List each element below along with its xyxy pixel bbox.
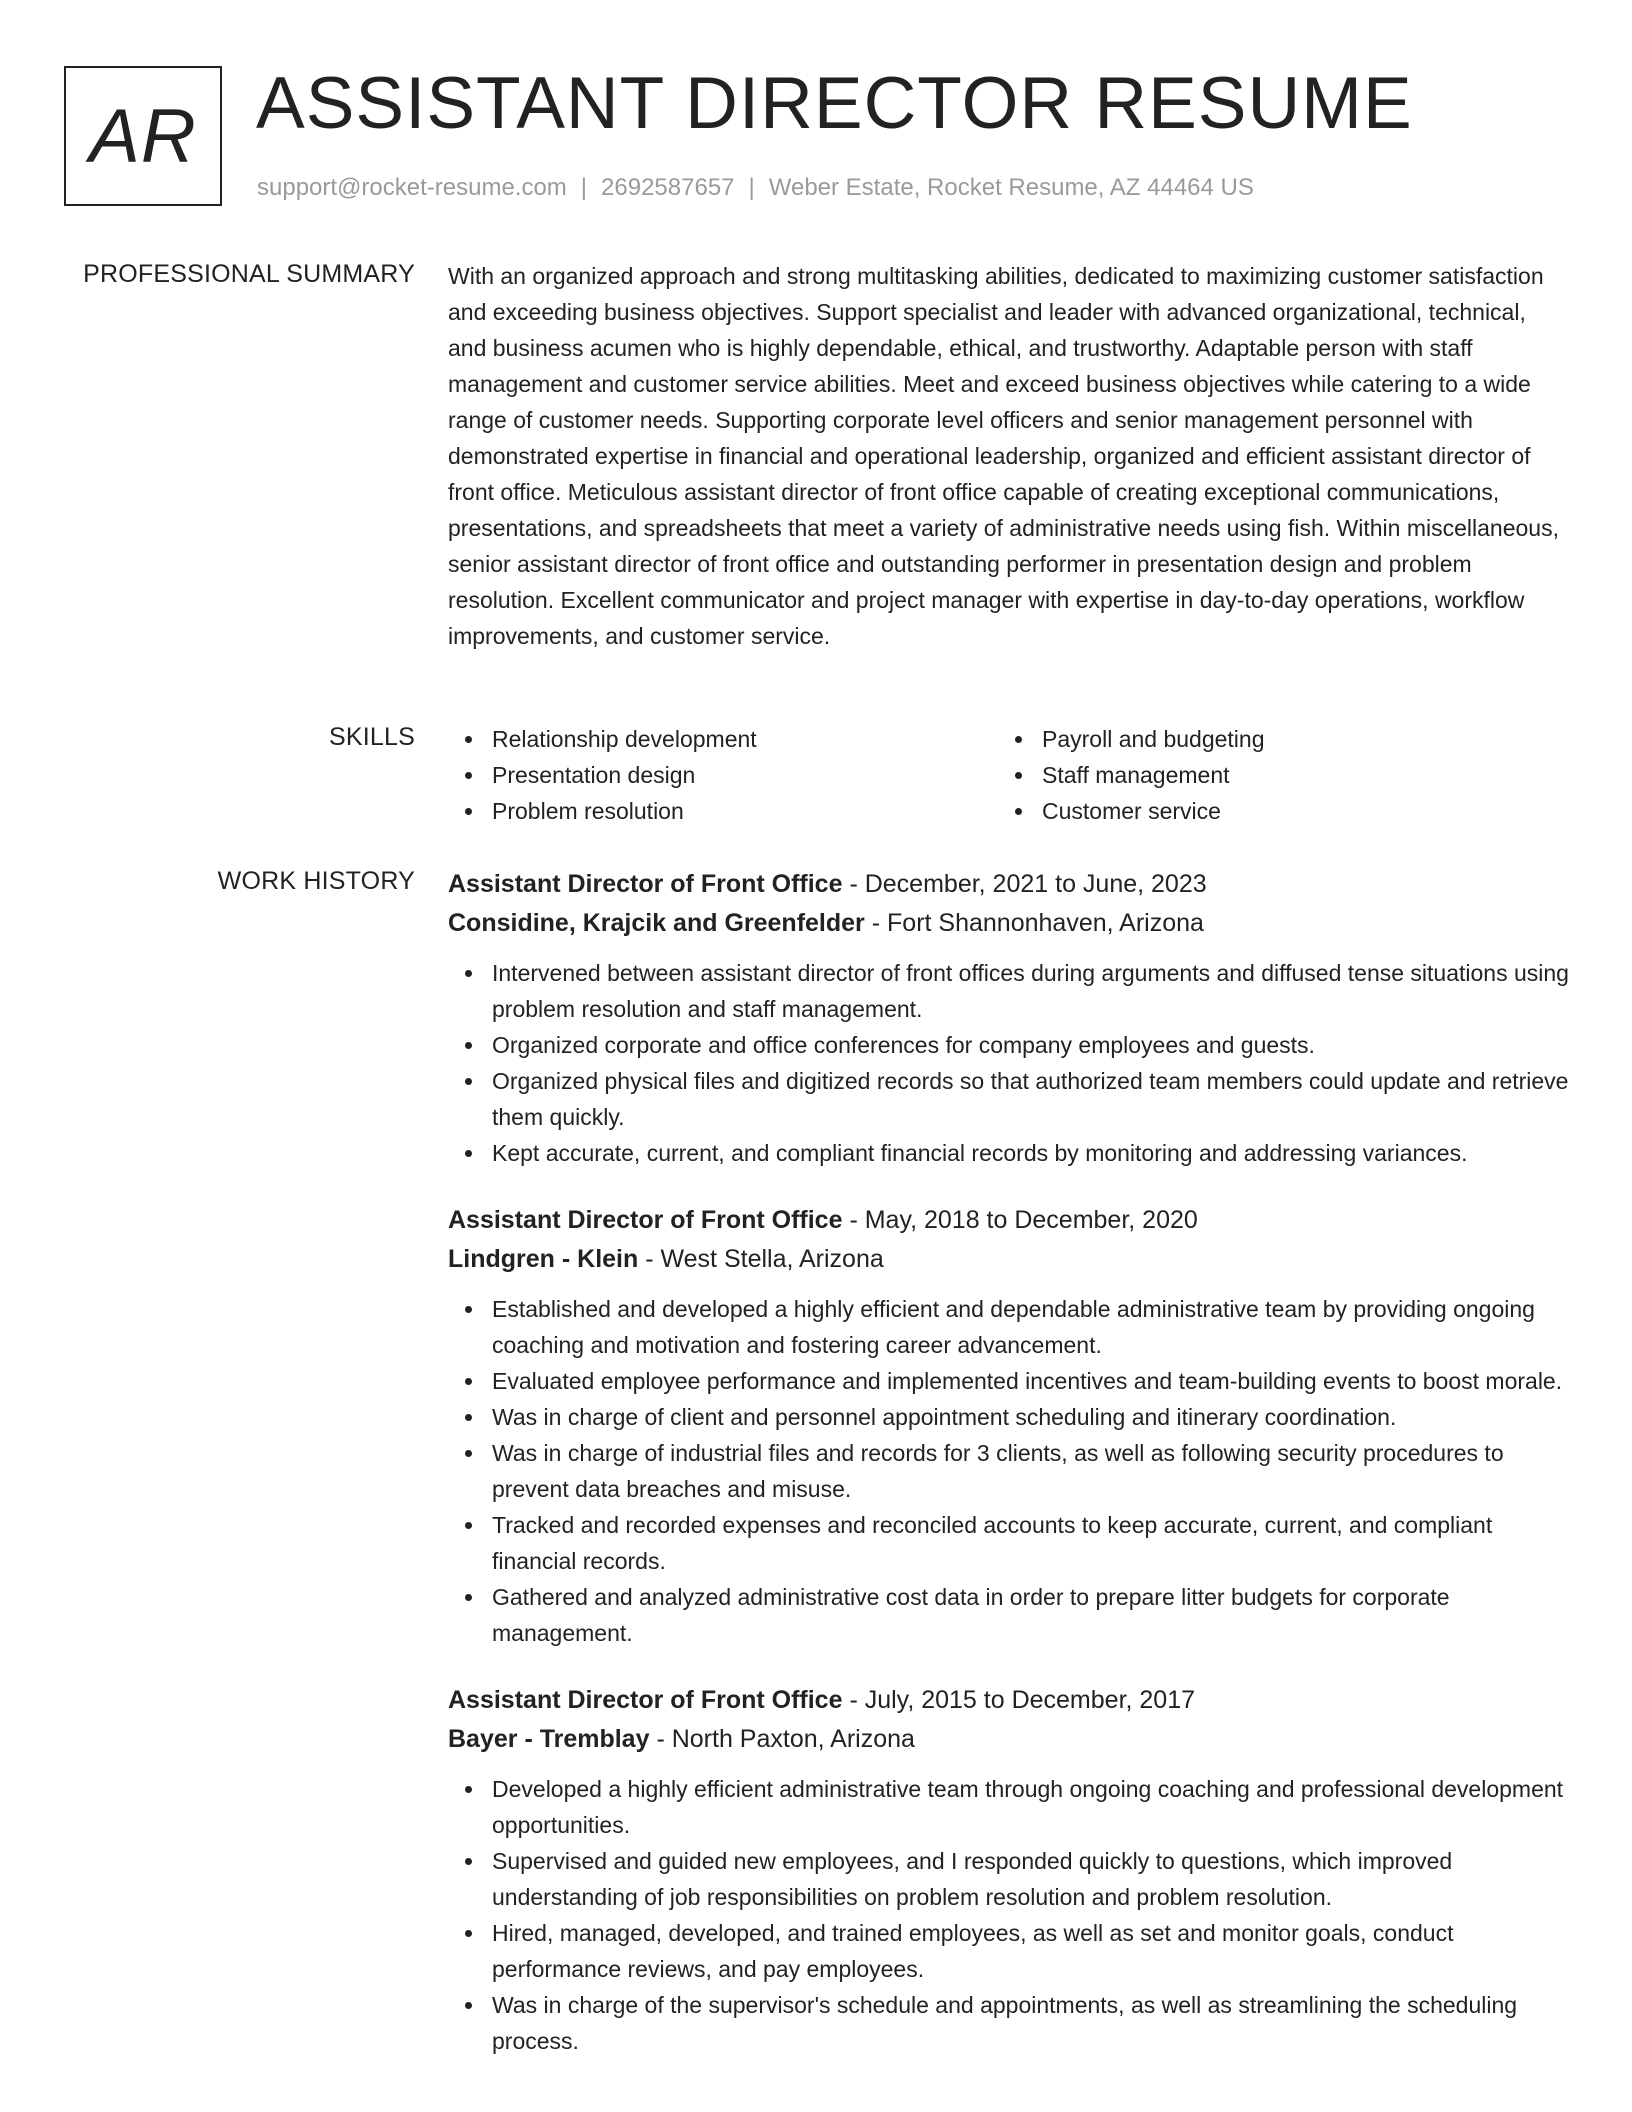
- resume-header: [64, 63, 1584, 210]
- job-entry: [448, 1201, 1570, 1651]
- job-title-line: [448, 1201, 1570, 1240]
- job-dates: - May, 2018 to December, 2020: [849, 1206, 1198, 1234]
- contact-address: Weber Estate, Rocket Resume, AZ 44464 US: [768, 174, 1254, 201]
- duty-item: Evaluated employee performance and implemented incentives and team-building events to boost morale.: [448, 1363, 1570, 1399]
- duty-item: Was in charge of client and personnel appointment scheduling and itinerary coordination.: [448, 1399, 1570, 1435]
- skill-item: Customer service: [998, 793, 1548, 829]
- monogram-logo: AR: [64, 66, 222, 206]
- job-title-line: [448, 865, 1570, 904]
- job-company: Considine, Krajcik and Greenfelder: [448, 909, 865, 937]
- job-company: Lindgren - Klein: [448, 1245, 639, 1273]
- job-location: - West Stella, Arizona: [645, 1245, 884, 1273]
- job-location: - Fort Shannonhaven, Arizona: [871, 909, 1204, 937]
- skill-item: Staff management: [998, 757, 1548, 793]
- job-duties: [448, 1771, 1570, 2059]
- duty-item: Tracked and recorded expenses and reconciled accounts to keep accurate, current, and compliant financial records.: [448, 1507, 1570, 1579]
- duty-item: Supervised and guided new employees, and I responded quickly to questions, which improved understanding of job responsibilities on problem resolution and problem resolution.: [448, 1843, 1570, 1915]
- job-title: Assistant Director of Front Office: [448, 1206, 843, 1234]
- summary-body: [448, 258, 1570, 654]
- duty-item: Established and developed a highly efficient and dependable administrative team by providing ongoing coaching and motivation and fostering career advancement.: [448, 1291, 1570, 1363]
- contact-separator: |: [580, 174, 588, 201]
- duty-item: Intervened between assistant director of front offices during arguments and diffused tense situations using problem resolution and staff management.: [448, 955, 1570, 1027]
- job-company: Bayer - Tremblay: [448, 1725, 650, 1753]
- duty-item: Was in charge of industrial files and records for 3 clients, as well as following security procedures to prevent data breaches and misuse.: [448, 1435, 1570, 1507]
- contact-line: [257, 174, 1254, 202]
- job-dates: - July, 2015 to December, 2017: [849, 1686, 1196, 1714]
- job-duties: [448, 955, 1570, 1171]
- skill-item: Payroll and budgeting: [998, 721, 1548, 757]
- job-duties: [448, 1291, 1570, 1651]
- summary-text: With an organized approach and strong multitasking abilities, dedicated to maximizing customer satisfaction and exceeding business objectives. Support specialist and leader with advanced organizational, technical, and business acumen who is highly dependable, ethical, and trustworthy. Adaptable person with staff management and customer service abilities. Meet and exceed business objectives while catering to a wide range of customer needs. Supporting corporate level officers and senior management personnel with demonstrated expertise in financial and operational leadership, organized and efficient assistant director of front office. Meticulous assistant director of front office capable of creating exceptional communications, presentations, and spreadsheets that meet a variety of administrative needs using fish. Within miscellaneous, senior assistant director of front office and outstanding performer in presentation design and problem resolution. Excellent communicator and project manager with expertise in day-to-day operations, workflow improvements, and customer service.: [448, 263, 1559, 649]
- job-entry: [448, 1681, 1570, 2059]
- contact-phone: 2692587657: [601, 174, 735, 201]
- work-history-heading: WORK HISTORY: [217, 867, 415, 895]
- job-company-line: [448, 1720, 1570, 1759]
- job-title: Assistant Director of Front Office: [448, 870, 843, 898]
- duty-item: Kept accurate, current, and compliant financial records by monitoring and addressing variances.: [448, 1135, 1570, 1171]
- duty-item: Gathered and analyzed administrative cost data in order to prepare litter budgets for corporate management.: [448, 1579, 1570, 1651]
- job-company-line: [448, 1240, 1570, 1279]
- work-history-body: [448, 865, 1570, 2089]
- job-title-line: [448, 1681, 1570, 1720]
- skill-item: Problem resolution: [448, 793, 998, 829]
- job-title: Assistant Director of Front Office: [448, 1686, 843, 1714]
- duty-item: Was in charge of the supervisor's schedule and appointments, as well as streamlining the scheduling process.: [448, 1987, 1570, 2059]
- job-company-line: [448, 904, 1570, 943]
- skills-list: [448, 721, 1570, 829]
- job-dates: - December, 2021 to June, 2023: [849, 870, 1207, 898]
- duty-item: Organized physical files and digitized records so that authorized team members could update and retrieve them quickly.: [448, 1063, 1570, 1135]
- job-location: - North Paxton, Arizona: [656, 1725, 915, 1753]
- duty-item: Developed a highly efficient administrative team through ongoing coaching and professional development opportunities.: [448, 1771, 1570, 1843]
- job-entry: [448, 865, 1570, 1171]
- skill-item: Presentation design: [448, 757, 998, 793]
- duty-item: Hired, managed, developed, and trained employees, as well as set and monitor goals, conduct performance reviews, and pay employees.: [448, 1915, 1570, 1987]
- skills-heading: SKILLS: [329, 723, 415, 751]
- skill-item: Relationship development: [448, 721, 998, 757]
- skills-body: [448, 721, 1570, 829]
- duty-item: Organized corporate and office conferences for company employees and guests.: [448, 1027, 1570, 1063]
- summary-heading: PROFESSIONAL SUMMARY: [83, 260, 415, 288]
- contact-separator: |: [748, 174, 755, 201]
- contact-email: support@rocket-resume.com: [257, 174, 567, 201]
- page-title: ASSISTANT DIRECTOR RESUME: [256, 63, 1413, 144]
